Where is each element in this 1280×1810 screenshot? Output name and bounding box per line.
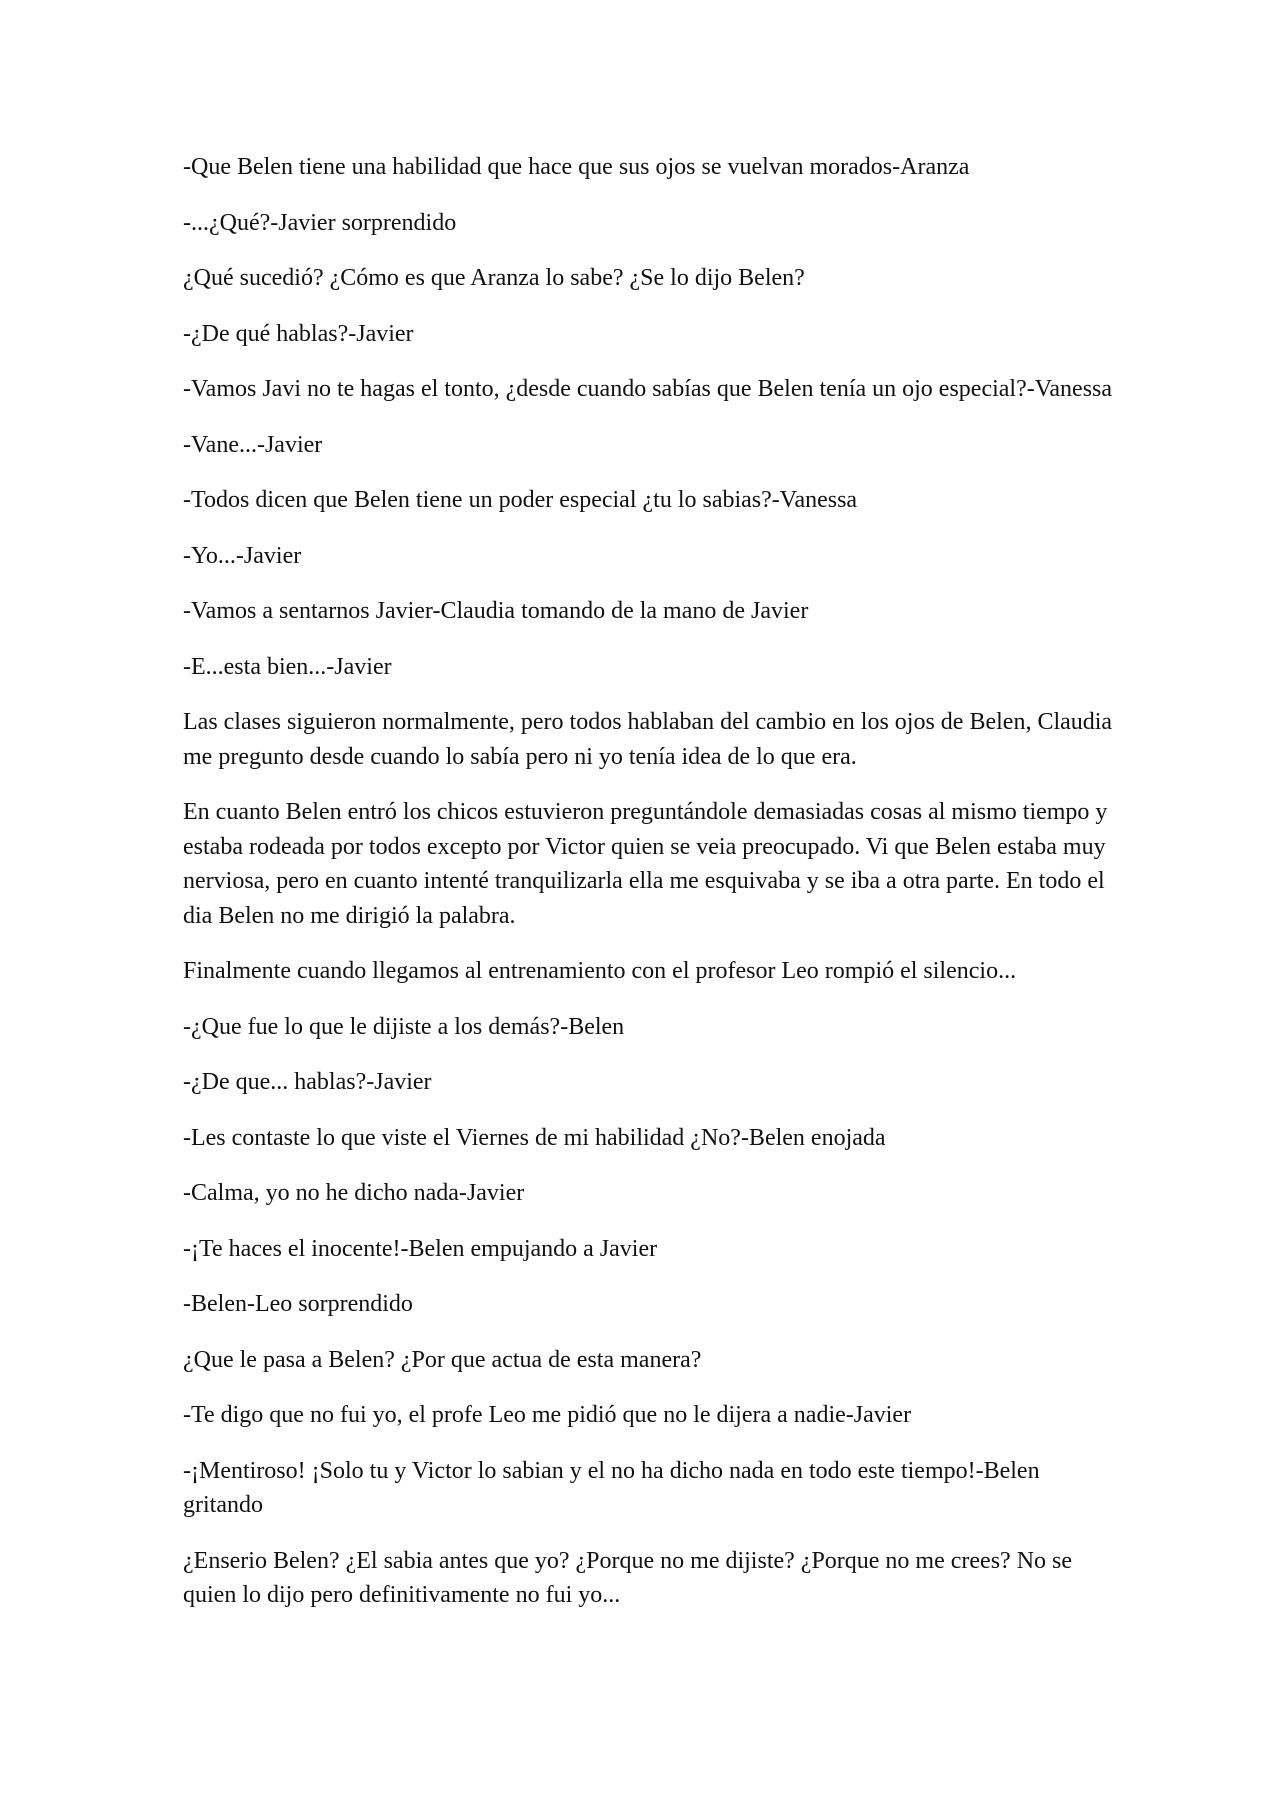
paragraph-13: Finalmente cuando llegamos al entrenamiento con el profesor Leo rompió el silencio... (183, 958, 1017, 984)
paragraph-5: -Vamos Javi no te hagas el tonto, ¿desde cuando sabías que Belen tenía un ojo especial?-Vanessa (183, 376, 1113, 402)
paragraph-18: -¡Te haces el inocente!-Belen empujando a Javier (183, 1235, 658, 1262)
paragraph-6: -Vane...-Javier (183, 431, 323, 458)
paragraph-1: -Que Belen tiene una habilidad que hace que sus ojos se vuelvan morados-Aranza (183, 154, 970, 180)
paragraph-14: -¿Que fue lo que le dijiste a los demás?-Belen (183, 1013, 625, 1040)
paragraph-23: ¿Enserio Belen? ¿El sabia antes que yo? ¿Porque no me dijiste? ¿Porque no me crees? No se quien lo dijo pero definitivamente no fui yo... (183, 1547, 1073, 1608)
paragraph-10: -E...esta bien...-Javier (183, 653, 392, 680)
paragraph-20: ¿Que le pasa a Belen? ¿Por que actua de esta manera? (183, 1346, 702, 1373)
paragraph-17: -Calma, yo no he dicho nada-Javier (183, 1180, 525, 1206)
paragraph-7: -Todos dicen que Belen tiene un poder especial ¿tu lo sabias?-Vanessa (183, 487, 858, 513)
paragraph-11: Las clases siguieron normalmente, pero todos hablaban del cambio en los ojos de Belen, Claudia me pregunto desde cuando lo sabía pero ni yo tenía idea de lo que era. (183, 709, 1113, 770)
paragraph-15: -¿De que... hablas?-Javier (183, 1069, 432, 1095)
paragraph-21: -Te digo que no fui yo, el profe Leo me pidió que no le dijera a nadie-Javier (183, 1402, 912, 1428)
paragraph-22: -¡Mentiroso! ¡Solo tu y Victor lo sabian y el no ha dicho nada en todo este tiempo!-Belen gritando (183, 1457, 1040, 1518)
paragraph-19: -Belen-Leo sorprendido (183, 1291, 413, 1317)
paragraph-16: -Les contaste lo que viste el Viernes de mi habilidad ¿No?-Belen enojada (183, 1124, 886, 1151)
paragraph-8: -Yo...-Javier (183, 542, 302, 569)
paragraph-2: -...¿Qué?-Javier sorprendido (183, 209, 457, 236)
paragraph-4: -¿De qué hablas?-Javier (183, 320, 414, 347)
document-text-body (183, 150, 1118, 1634)
paragraph-9: -Vamos a sentarnos Javier-Claudia tomando de la mano de Javier (183, 598, 809, 624)
paragraph-12: En cuanto Belen entró los chicos estuvieron preguntándole demasiadas cosas al mismo tiempo y estaba rodeada por todos excepto por Victor quien se veia preocupado. Vi que Belen estaba muy nerviosa, pero en cuanto intenté tranquilizarla ella me esquivaba y se iba a otra parte. En todo el dia Belen no me dirigió la palabra. (183, 799, 1108, 929)
paragraph-3: ¿Qué sucedió? ¿Cómo es que Aranza lo sabe? ¿Se lo dijo Belen? (183, 265, 805, 291)
